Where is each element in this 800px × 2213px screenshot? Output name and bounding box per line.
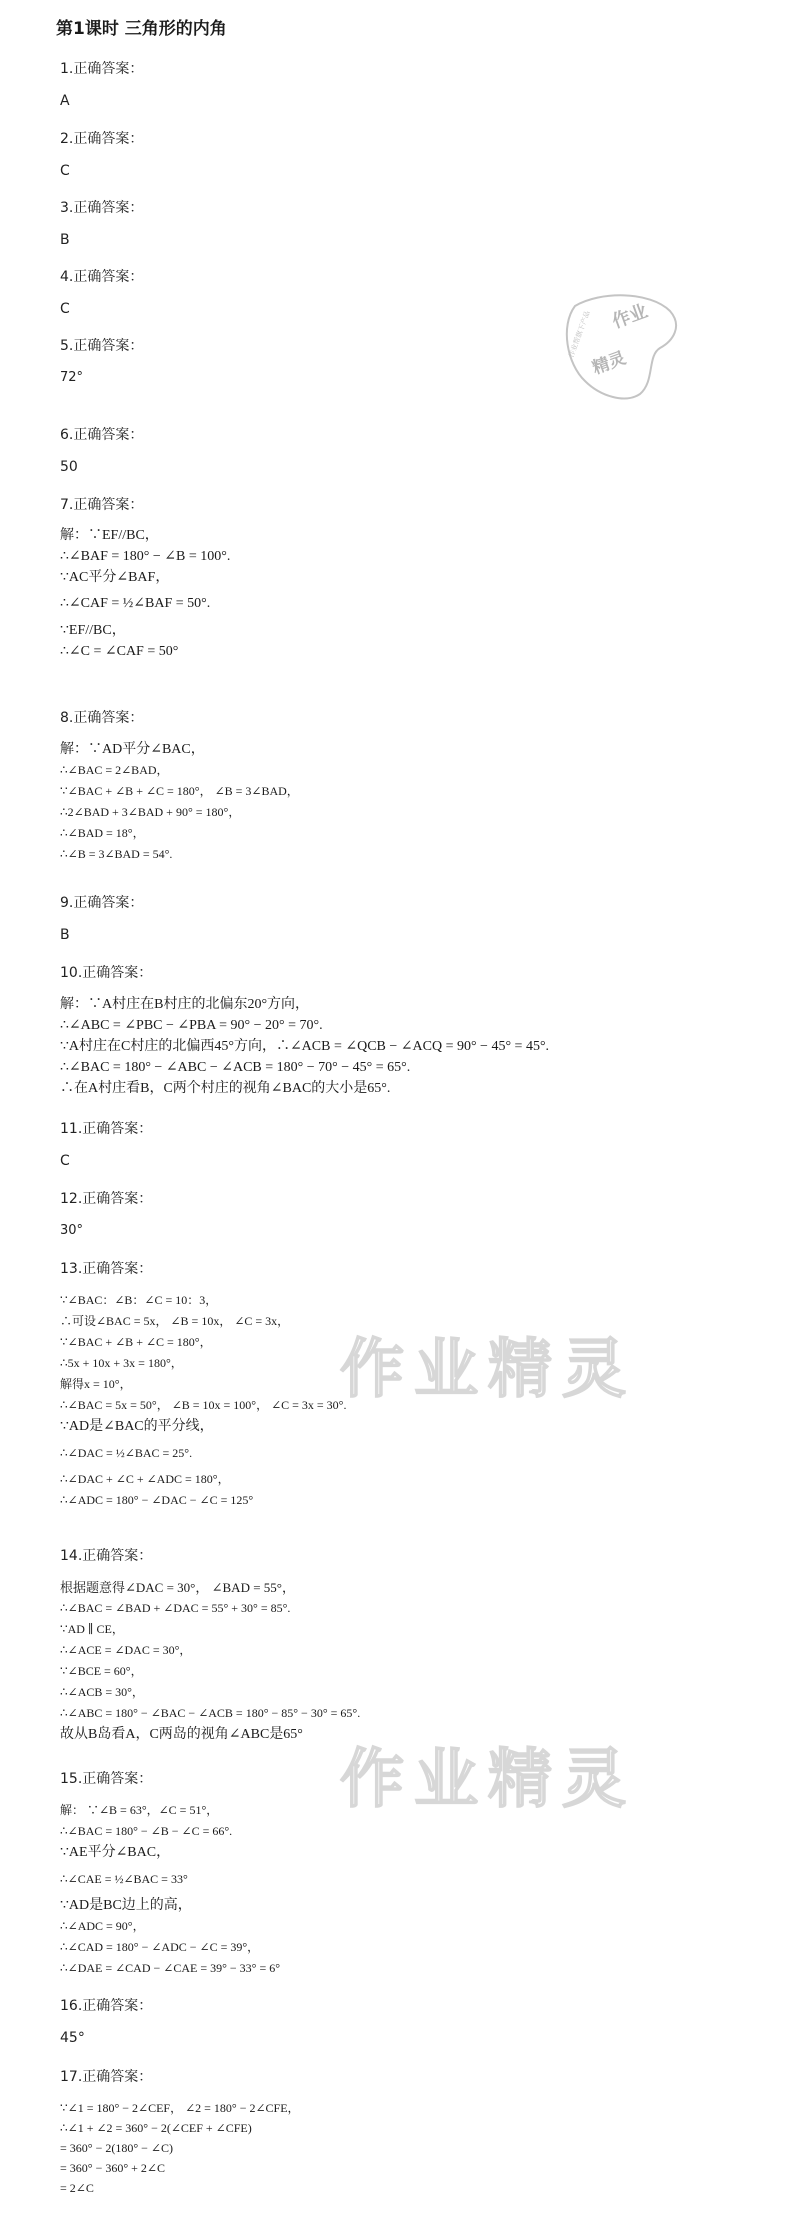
solution-line: 根据题意得∠DAC = 30°， ∠BAD = 55°， (60, 1580, 295, 1595)
solution-line: ∴∠DAE = ∠CAD − ∠CAE = 39° − 33° = 6° (60, 1961, 281, 1975)
solution-line: = 2∠C (60, 2181, 94, 2195)
question-label: 17.正确答案： (60, 2069, 153, 2085)
solution-line: ∵EF//BC， (60, 623, 126, 638)
question-label: 15.正确答案： (60, 1771, 153, 1787)
question-label: 14.正确答案： (60, 1548, 153, 1564)
solution-line: ∴∠ADC = 90°， (60, 1919, 145, 1933)
solution-line: = 360° − 360° + 2∠C (60, 2161, 165, 2175)
stamp-icon (555, 286, 685, 406)
question-label: 4.正确答案： (60, 269, 144, 285)
question-label: 8.正确答案： (60, 710, 144, 726)
solution-block (60, 525, 230, 662)
solution-line: ∴∠ABC = 180° − ∠BAC − ∠ACB = 180° − 85° − 30° = 65°. (60, 1706, 361, 1720)
solution-line: ∴∠BAC = 180° − ∠B − ∠C = 66°. (60, 1824, 233, 1838)
solution-line: ∴∠ACE = ∠DAC = 30°， (60, 1643, 192, 1657)
solution-line: ∴∠CAD = 180° − ∠ADC − ∠C = 39°， (60, 1940, 260, 1954)
question-label: 13.正确答案： (60, 1261, 153, 1277)
svg-text:作业: 作业 (609, 300, 651, 333)
question-label: 10.正确答案： (60, 965, 153, 981)
solution-line: ∴∠C = ∠CAF = 50° (60, 644, 179, 659)
solution-line: ∴在A村庄看B，C两个村庄的视角∠BAC的大小是65°. (60, 1081, 391, 1096)
solution-line: ∴∠ABC = ∠PBC − ∠PBA = 90° − 20° = 70°. (60, 1018, 323, 1033)
watermark-text: 作业精灵 (340, 1333, 636, 1407)
solution-line: ∵AE平分∠BAC， (60, 1845, 171, 1860)
answer-value: 30° (60, 1223, 84, 1238)
solution-line: ∴∠CAE = ½∠BAC = 33° (60, 1872, 188, 1886)
solution-block (60, 1577, 360, 1745)
answer-value: 72° (60, 370, 84, 385)
answer-value: B (60, 232, 70, 248)
solution-line: 解： ∵∠B = 63°，∠C = 51°， (60, 1803, 219, 1817)
question-label: 9.正确答案： (60, 895, 144, 911)
solution-line: ∴∠CAF = ½∠BAF = 50°. (60, 596, 211, 611)
solution-line: ∵AD是∠BAC的平分线， (60, 1419, 214, 1434)
solution-line: ∴∠DAC + ∠C + ∠ADC = 180°， (60, 1472, 230, 1486)
solution-line: ∴∠BAD = 18°， (60, 826, 145, 840)
answer-value: C (60, 1153, 70, 1169)
question-label: 6.正确答案： (60, 427, 144, 443)
solution-line: = 360° − 2(180° − ∠C) (60, 2141, 173, 2155)
solution-line: ∴∠1 + ∠2 = 360° − 2(∠CEF + ∠CFE) (60, 2121, 252, 2135)
answer-value: A (60, 93, 70, 109)
question-label: 3.正确答案： (60, 200, 144, 216)
page-title: 第1课时 三角形的内角 (56, 19, 227, 39)
solution-block (60, 994, 549, 1099)
question-label: 11.正确答案： (60, 1121, 153, 1137)
solution-line: ∴∠BAF = 180° − ∠B = 100°. (60, 549, 231, 564)
solution-line: ∵A村庄在C村庄的北偏西45°方向，∴∠ACB = ∠QCB − ∠ACQ = 90° − 45° = 45°. (60, 1039, 550, 1054)
solution-line: 解：∵AD平分∠BAC， (60, 742, 205, 757)
solution-line: ∴∠B = 3∠BAD = 54°. (60, 847, 173, 861)
solution-line: ∴∠DAC = ½∠BAC = 25°. (60, 1446, 193, 1460)
question-label: 2.正确答案： (60, 131, 144, 147)
answer-value: B (60, 927, 70, 943)
watermark-text: 作业精灵 (340, 1743, 636, 1817)
question-label: 7.正确答案： (60, 497, 144, 513)
solution-line: ∴∠BAC = 5x = 50°， ∠B = 10x = 100°， ∠C = 3x = 30°. (60, 1398, 347, 1412)
solution-block (60, 1290, 346, 1511)
solution-line: ∴∠BAC = 2∠BAD， (60, 763, 169, 777)
watermark-stamp-logo (555, 286, 685, 411)
solution-line: 解：∵A村庄在B村庄的北偏东20°方向， (60, 997, 310, 1012)
solution-block (60, 2098, 300, 2198)
solution-line: ∵∠BCE = 60°， (60, 1664, 143, 1678)
question-label: 5.正确答案： (60, 338, 144, 354)
question-label: 1.正确答案： (60, 61, 144, 77)
question-label: 12.正确答案： (60, 1191, 153, 1207)
answer-value: 50 (60, 459, 78, 475)
solution-line: ∴∠BAC = ∠BAD + ∠DAC = 55° + 30° = 85°. (60, 1601, 291, 1615)
solution-block (60, 739, 299, 865)
solution-line: ∴∠BAC = 180° − ∠ABC − ∠ACB = 180° − 70° − 45° = 65°. (60, 1060, 411, 1075)
solution-line: 解：∵EF//BC， (60, 528, 159, 543)
solution-line: ∵∠BAC：∠B：∠C = 10：3， (60, 1293, 218, 1307)
solution-line: ∴2∠BAD + 3∠BAD + 90° = 180°， (60, 805, 241, 819)
solution-line: ∵∠1 = 180° − 2∠CEF， ∠2 = 180° − 2∠CFE， (60, 2101, 300, 2115)
solution-line: ∵AD ∥ CE， (60, 1622, 124, 1636)
answer-value: C (60, 301, 70, 317)
answer-value: 45° (60, 2030, 85, 2046)
question-label: 16.正确答案： (60, 1998, 153, 2014)
solution-line: ∵∠BAC + ∠B + ∠C = 180°， (60, 1335, 212, 1349)
solution-line: 故从B岛看A，C两岛的视角∠ABC是65° (60, 1727, 303, 1742)
svg-text:作业帮旗下产品: 作业帮旗下产品 (567, 309, 592, 359)
svg-text:精灵: 精灵 (589, 348, 629, 379)
solution-line: ∴5x + 10x + 3x = 180°， (60, 1356, 183, 1370)
solution-line: ∵∠BAC + ∠B + ∠C = 180°， ∠B = 3∠BAD， (60, 784, 299, 798)
solution-line: 解得x = 10°， (60, 1377, 132, 1391)
answer-value: C (60, 163, 70, 179)
solution-line: ∵AD是BC边上的高， (60, 1898, 192, 1913)
solution-line: ∴∠ACB = 30°， (60, 1685, 144, 1699)
solution-block (60, 1800, 280, 1979)
solution-line: ∵AC平分∠BAF， (60, 570, 170, 585)
solution-line: ∴∠ADC = 180° − ∠DAC − ∠C = 125° (60, 1493, 254, 1507)
solution-line: ∴可设∠BAC = 5x， ∠B = 10x， ∠C = 3x， (60, 1314, 290, 1328)
